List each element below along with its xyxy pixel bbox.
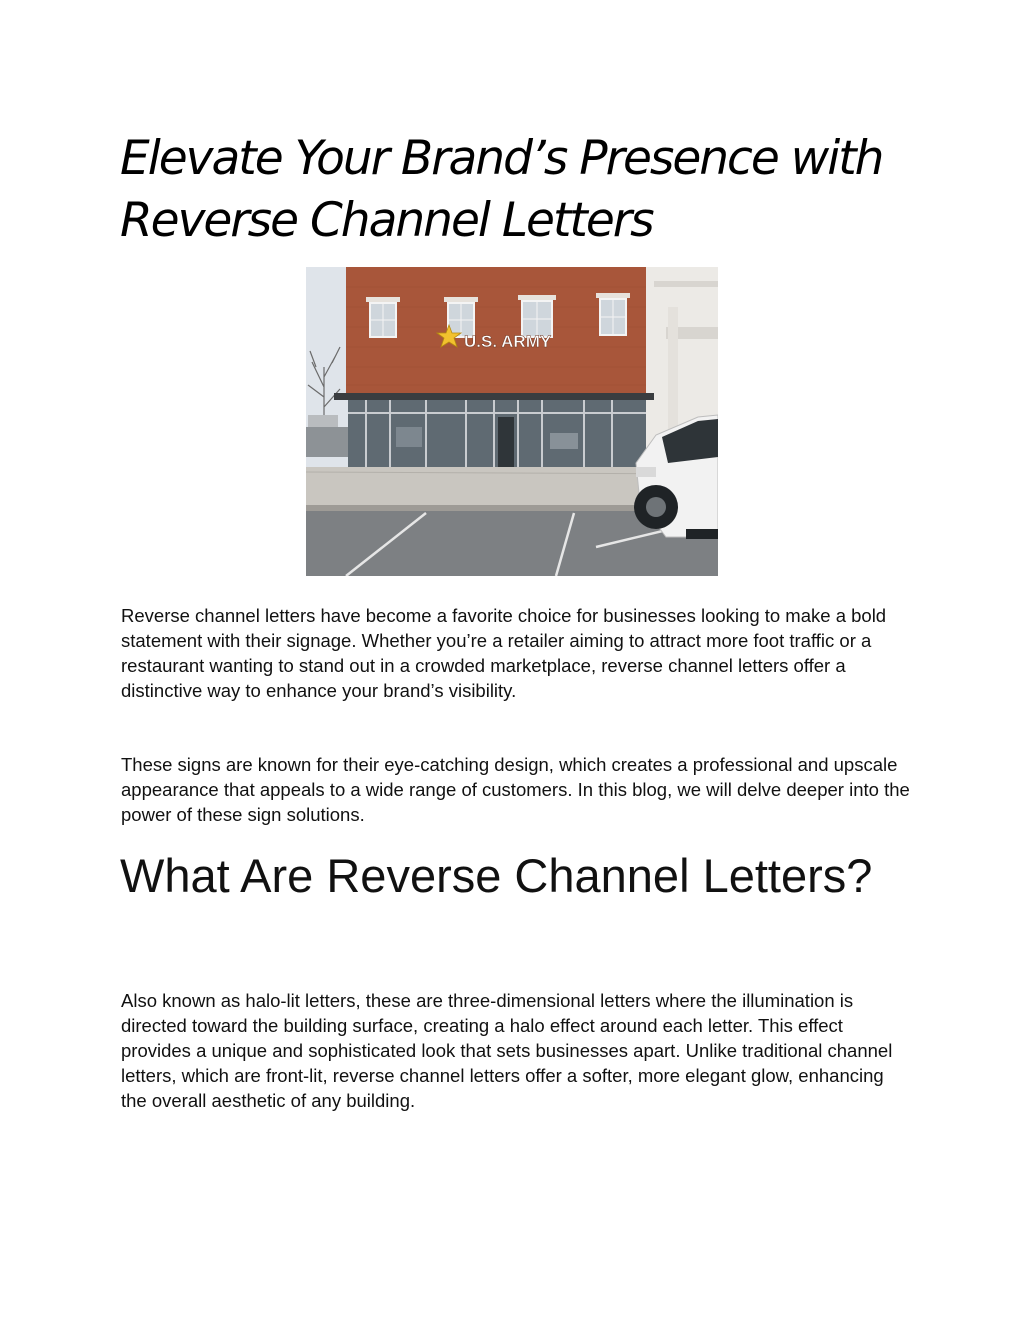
- page-title: Elevate Your Brand’s Presence with Reverse Channel Letters: [120, 131, 883, 248]
- storefront-glass: [348, 400, 646, 470]
- storefront-photo: [306, 267, 718, 576]
- section-heading: What Are Reverse Channel Letters?: [120, 849, 873, 902]
- section-paragraph: Also known as halo-lit letters, these are three-dimensional letters where the illumination is directed toward the building surface, creating a halo effect around each letter. This effect provides a unique and sophisticated look that sets businesses apart. Unlike traditional channel letters, which are front-lit, reverse channel letters offer a softer, more elegant glow, enhancing the overall aesthetic of any building.: [121, 990, 893, 1111]
- canopy: [334, 393, 654, 400]
- sign-text: U.S. ARMY: [464, 332, 552, 351]
- intro-paragraph-1: Reverse channel letters have become a favorite choice for businesses looking to make a bold statement with their signage. Whether you’re a retailer aiming to attract more foot traffic or a restaurant wanting to stand out in a crowded marketplace, reverse channel letters offer a distinctive way to enhance your brand’s visibility.: [121, 605, 887, 701]
- intro-paragraph-2: These signs are known for their eye-catching design, which creates a professional and upscale appearance that appeals to a wide range of customers. In this blog, we will delve deeper into the power of these sign solutions.: [121, 754, 910, 825]
